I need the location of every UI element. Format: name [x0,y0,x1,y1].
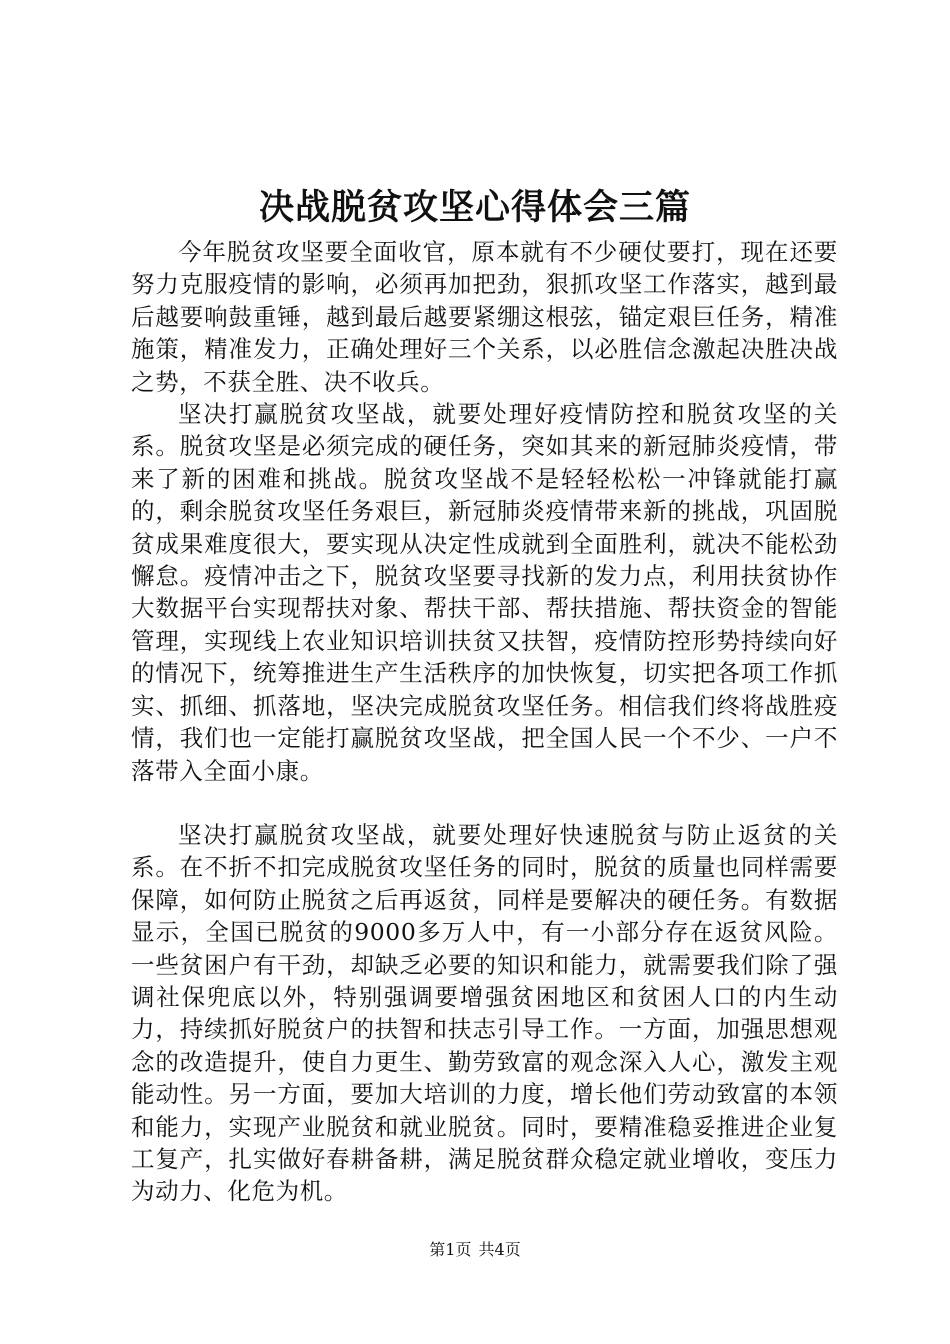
document-body [131,236,838,1208]
document-title: 决战脱贫攻坚心得体会三篇 [258,187,691,228]
page-total: 共4页 [478,1240,521,1259]
page-footer [0,1238,950,1262]
page-number: 第1页 [429,1240,472,1259]
paragraph-epidemic-relation: 坚决打赢脱贫攻坚战，就要处理好疫情防控和脱贫攻坚的关系。脱贫攻坚是必须完成的硬任务，突如其来的新冠肺炎疫情，带来了新的困难和挑战。脱贫攻坚战不是轻轻松松一冲锋就能打赢的，剩余脱贫攻坚任务艰巨，新冠肺炎疫情带来新的挑战，巩固脱贫成果难度很大，要实现从决定性成就到全面胜利，就决不能松劲懈怠。疫情冲击之下，脱贫攻坚要寻找新的发力点，利用扶贫协作大数据平台实现帮扶对象、帮扶干部、帮扶措施、帮扶资金的智能管理，实现线上农业知识培训扶贫又扶智，疫情防控形势持续向好的情况下，统筹推进生产生活秩序的加快恢复，切实把各项工作抓实、抓细、抓落地，坚决完成脱贫攻坚任务。相信我们终将战胜疫情，我们也一定能打赢脱贫攻坚战，把全国人民一个不少、一户不落带入全面小康。 [131,400,838,785]
paragraph-return-poverty-relation: 坚决打赢脱贫攻坚战，就要处理好快速脱贫与防止返贫的关系。在不折不扣完成脱贫攻坚任务的同时，脱贫的质量也同样需要保障，如何防止脱贫之后再返贫，同样是要解决的硬任务。有数据显示，全国已脱贫的9000多万人中，有一小部分存在返贫风险。一些贫困户有干劲，却缺乏必要的知识和能力，就需要我们除了强调社保兜底以外，特别强调要增强贫困地区和贫困人口的内生动力，持续抓好脱贫户的扶智和扶志引导工作。一方面，加强思想观念的改造提升，使自力更生、勤劳致富的观念深入人心，激发主观能动性。另一方面，要加大培训的力度，增长他们劳动致富的本领和能力，实现产业脱贫和就业脱贫。同时，要精准稳妥推进企业复工复产，扎实做好春耕备耕，满足脱贫群众稳定就业增收，变压力为动力、化危为机。 [131,820,838,1206]
paragraph-intro: 今年脱贫攻坚要全面收官，原本就有不少硬仗要打，现在还要努力克服疫情的影响，必须再加把劲，狠抓攻坚工作落实，越到最后越要响鼓重锤，越到最后越要紧绷这根弦，锚定艰巨任务，精准施策，精准发力，正确处理好三个关系，以必胜信念激起决胜决战之势，不获全胜、决不收兵。 [131,238,838,396]
